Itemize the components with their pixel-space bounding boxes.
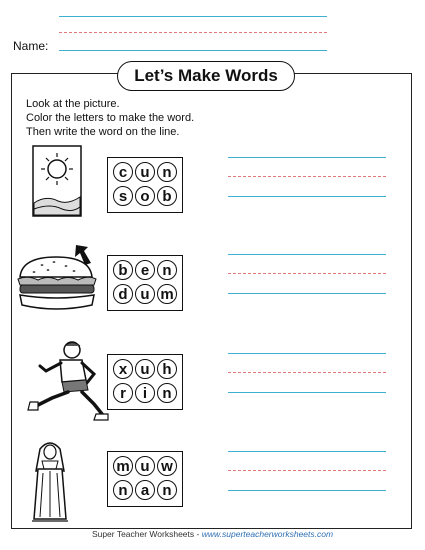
instruction-line-2: Color the letters to make the word. [26,112,195,124]
answer-line-row-4[interactable] [228,451,386,452]
letter-bubble[interactable]: o [135,186,155,206]
worksheet-title: Let’s Make Words [117,61,295,91]
instruction-line-1: Look at the picture. [26,98,120,110]
letter-bubble[interactable]: e [135,260,155,280]
letter-bubble[interactable]: h [157,359,177,379]
answer-midline-row-1 [228,176,386,177]
letter-box-row-4 [107,451,183,507]
letter-bubble[interactable]: m [157,284,177,304]
letter-bubble[interactable]: i [135,383,155,403]
header-line-top [59,16,327,17]
nun-icon [26,437,74,525]
running-boy-icon [22,338,110,424]
letter-bubble[interactable]: u [135,359,155,379]
letter-bubble[interactable]: n [157,383,177,403]
letter-bubble[interactable]: n [157,162,177,182]
answer-baseline-row-2 [228,293,386,294]
letter-bubble[interactable]: n [113,480,133,500]
footer-url-link[interactable]: www.superteacherworksheets.com [201,529,334,539]
answer-midline-row-2 [228,273,386,274]
answer-line-row-3[interactable] [228,353,386,354]
letter-bubble[interactable]: n [157,260,177,280]
answer-baseline-row-4 [228,490,386,491]
letter-bubble[interactable]: n [157,480,177,500]
letter-bubble[interactable]: d [113,284,133,304]
answer-midline-row-4 [228,470,386,471]
sun-icon [32,145,82,217]
letter-bubble[interactable]: r [113,383,133,403]
letter-bubble[interactable]: a [135,480,155,500]
letter-box-row-1 [107,157,183,213]
instruction-line-3: Then write the word on the line. [26,126,180,138]
name-field-line[interactable] [59,50,327,51]
answer-baseline-row-1 [228,196,386,197]
footer [0,529,425,539]
answer-baseline-row-3 [228,392,386,393]
letter-bubble[interactable]: m [113,456,133,476]
letter-bubble[interactable]: u [135,284,155,304]
footer-brand: Super Teacher Worksheets [91,529,195,539]
letter-bubble[interactable]: c [113,162,133,182]
letter-bubble[interactable]: b [157,186,177,206]
header-line-dashed [59,32,327,33]
letter-bubble[interactable]: u [135,456,155,476]
letter-bubble[interactable]: b [113,260,133,280]
letter-bubble[interactable]: s [113,186,133,206]
letter-box-row-2 [107,255,183,311]
letter-bubble[interactable]: w [157,456,177,476]
answer-midline-row-3 [228,372,386,373]
answer-line-row-1[interactable] [228,157,386,158]
letter-box-row-3 [107,354,183,410]
letter-bubble[interactable]: u [135,162,155,182]
answer-line-row-2[interactable] [228,254,386,255]
footer-separator: - [194,529,202,539]
letter-bubble[interactable]: x [113,359,133,379]
name-label: Name: [13,39,49,53]
hamburger-bun-icon [14,243,100,313]
